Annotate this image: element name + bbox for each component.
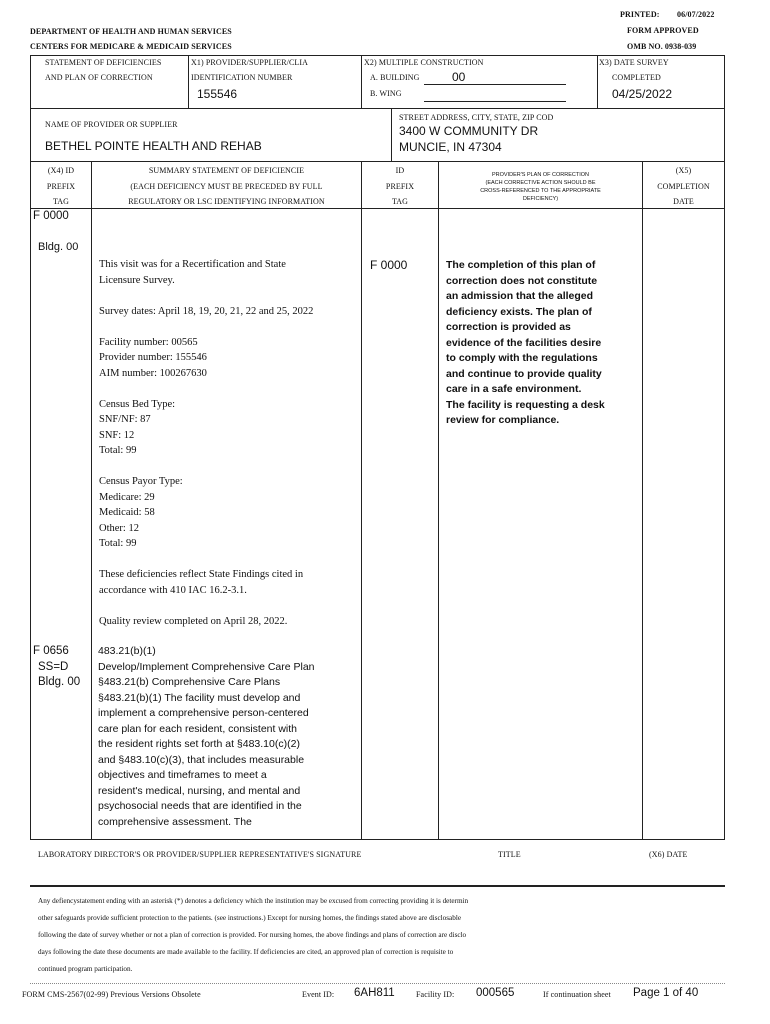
summary-line <box>99 459 359 475</box>
summary-line: Medicare: 29 <box>99 491 155 503</box>
disclaimer-line: continued program participation. <box>38 965 133 973</box>
disclaimer-line: days following the date these documents are made available to the facility. If deficiencies are cited, an approved plan of correction is requisite to <box>38 948 454 956</box>
building-label: A. BUILDING <box>370 73 420 82</box>
plan-line: evidence of the facilities desire <box>446 336 602 349</box>
summary-line: SNF: 12 <box>99 429 135 441</box>
summary-block-1 <box>99 257 359 629</box>
cms-title: CENTERS FOR MEDICARE & MEDICAID SERVICES <box>30 42 232 51</box>
summary-line: accordance with 410 IAC 16.2-3.1. <box>99 584 247 596</box>
plan-line: correction does not constitute <box>446 274 598 287</box>
col-plan-4: DEFICIENCY) <box>522 196 559 202</box>
summary-line: psychosocial needs that are identified in the <box>98 800 302 812</box>
summary-line: Census Payor Type: <box>99 476 183 487</box>
col-x5-2: COMPLETION <box>657 182 710 191</box>
summary-line: Other: 12 <box>99 522 139 534</box>
summary-line: the resident rights set forth at §483.10(c)(2) <box>98 738 300 750</box>
summary-line: Provider number: 155546 <box>99 352 207 363</box>
col-x4-2: PREFIX <box>46 182 76 191</box>
plan-line: correction is provided as <box>446 321 571 333</box>
id-tag-1: F 0000 <box>370 258 408 272</box>
continuation-label: If continuation sheet <box>543 990 611 999</box>
survey-date-value: 04/25/2022 <box>612 87 673 101</box>
x1-label-2: IDENTIFICATION NUMBER <box>191 73 293 82</box>
form-approved: FORM APPROVED <box>627 26 699 35</box>
col-x4-3: TAG <box>52 197 70 206</box>
plan-line: The completion of this plan of <box>446 259 596 271</box>
col-id-2: PREFIX <box>385 182 415 191</box>
disclaimer-line: other safeguards provide sufficient protection to the patients. (see instructions.) Except for nursing homes, the findings stated above are disclosable <box>38 914 462 922</box>
plan-line: to comply with the regulations <box>446 352 598 364</box>
summary-line: 483.21(b)(1) <box>98 645 156 657</box>
address-line-1: 3400 W COMMUNITY DR <box>399 124 539 138</box>
col-plan-1: PROVIDER'S PLAN OF CORRECTION <box>491 172 589 178</box>
x1-label-1: X1) PROVIDER/SUPPLIER/CLIA <box>191 58 309 67</box>
summary-line: Quality review completed on April 28, 2022. <box>99 615 288 627</box>
plan-line: deficiency exists. The plan of <box>446 305 592 318</box>
statement-label-1: STATEMENT OF DEFICIENCIES <box>45 58 162 67</box>
summary-line: Survey dates: April 18, 19, 20, 21, 22 and 25, 2022 <box>99 305 314 317</box>
plan-block-1 <box>446 258 640 429</box>
summary-line <box>99 288 359 304</box>
signature-label: LABORATORY DIRECTOR'S OR PROVIDER/SUPPLIER REPRESENTATIVE'S SIGNATURE <box>38 850 362 859</box>
summary-line: §483.21(b)(1) The facility must develop and <box>98 691 301 704</box>
tag-f0656: F 0656 <box>33 645 69 657</box>
summary-line: Total: 99 <box>99 538 137 549</box>
building-value: 00 <box>452 70 466 84</box>
col-summary-2: (EACH DEFICIENCY MUST BE PRECEDED BY FULL <box>130 182 323 191</box>
omb-number: OMB NO. 0938-039 <box>627 42 697 51</box>
plan-line: The facility is requesting a desk <box>446 398 605 411</box>
summary-line: Licensure Survey. <box>99 274 175 286</box>
statement-label-2: AND PLAN OF CORRECTION <box>45 73 153 82</box>
printed-label: PRINTED: <box>620 10 660 19</box>
summary-line: comprehensive assessment. The <box>98 815 252 828</box>
plan-line: care in a safe environment. <box>446 383 582 395</box>
x3-label-1: X3) DATE SURVEY <box>599 58 669 67</box>
disclaimer <box>38 893 728 978</box>
facility-id-value: 000565 <box>476 987 515 999</box>
col-summary-3: REGULATORY OR LSC IDENTIFYING INFORMATION <box>128 197 325 206</box>
summary-block-2 <box>98 644 360 830</box>
event-id-label: Event ID: <box>302 990 335 999</box>
prefix-tag-2 <box>33 644 80 691</box>
scope-severity: SS=D <box>38 660 69 673</box>
facility-id-label: Facility ID: <box>416 990 455 999</box>
bldg-1: Bldg. 00 <box>38 241 79 253</box>
col-plan-3: CROSS-REFERENCED TO THE APPROPRIATE <box>480 188 601 194</box>
summary-line: These deficiencies reflect State Findings cited in <box>99 569 304 580</box>
provider-name-value: BETHEL POINTE HEALTH AND REHAB <box>45 139 262 153</box>
plan-line: review for compliance. <box>446 414 560 426</box>
printed-date: 06/07/2022 <box>677 10 715 19</box>
summary-line <box>99 319 359 335</box>
provider-id-value: 155546 <box>197 87 238 101</box>
prefix-tag-1: F 0000 <box>33 210 69 222</box>
x2-label: X2) MULTIPLE CONSTRUCTION <box>364 58 484 67</box>
summary-line <box>99 598 359 614</box>
summary-line: and §483.10(c)(3), that includes measurable <box>98 753 305 766</box>
summary-line: Medicaid: 58 <box>99 507 155 518</box>
summary-line: AIM number: 100267630 <box>99 367 207 379</box>
col-id-1: ID <box>395 166 405 175</box>
page-number: Page 1 of 40 <box>633 987 699 999</box>
wing-label: B. WING <box>370 89 402 98</box>
col-id-3: TAG <box>391 197 409 206</box>
plan-line: and continue to provide quality <box>446 367 602 380</box>
col-x5-3: DATE <box>673 197 694 206</box>
summary-line <box>99 381 359 397</box>
disclaimer-line: following the date of survey whether or not a plan of correction is provided. For nursing homes, the above findings and plans of correction are disclo <box>38 931 467 939</box>
x6-date-label: (X6) DATE <box>649 850 688 859</box>
summary-line: This visit was for a Recertification and State <box>99 259 286 270</box>
col-plan-2: (EACH CORRECTIVE ACTION SHOULD BE <box>485 180 596 186</box>
col-x5-1: (X5) <box>675 166 692 175</box>
x3-label-2: COMPLETED <box>612 73 661 82</box>
bldg-2: Bldg. 00 <box>38 676 81 688</box>
col-summary-1: SUMMARY STATEMENT OF DEFICIENCIE <box>148 166 305 175</box>
summary-line: Census Bed Type: <box>99 398 176 410</box>
summary-line: resident's medical, nursing, and mental and <box>98 784 301 797</box>
summary-line: objectives and timeframes to meet a <box>98 769 267 781</box>
form-number: FORM CMS-2567(02-99) Previous Versions Obsolete <box>22 990 201 999</box>
disclaimer-line: Any defiencystatement ending with an asterisk (*) denotes a deficiency which the institution may be excused from correcting providing it is determin <box>38 897 469 905</box>
dept-title: DEPARTMENT OF HEALTH AND HUMAN SERVICES <box>30 27 232 36</box>
summary-line: SNF/NF: 87 <box>99 414 151 425</box>
col-x4-1: (X4) ID <box>47 166 75 175</box>
plan-line: an admission that the alleged <box>446 290 594 302</box>
address-label: STREET ADDRESS, CITY, STATE, ZIP COD <box>399 113 554 122</box>
event-id-value: 6AH811 <box>354 987 395 999</box>
summary-line: implement a comprehensive person-centered <box>98 707 309 719</box>
title-label: TITLE <box>498 850 521 859</box>
summary-line: care plan for each resident, consistent with <box>98 722 298 735</box>
summary-line: §483.21(b) Comprehensive Care Plans <box>98 676 281 688</box>
address-line-2: MUNCIE, IN 47304 <box>399 140 502 154</box>
summary-line: Develop/Implement Comprehensive Care Plan <box>98 660 315 673</box>
provider-name-label: NAME OF PROVIDER OR SUPPLIER <box>45 120 178 129</box>
summary-line: Facility number: 00565 <box>99 336 198 348</box>
summary-line: Total: 99 <box>99 445 137 456</box>
summary-line <box>99 552 359 568</box>
